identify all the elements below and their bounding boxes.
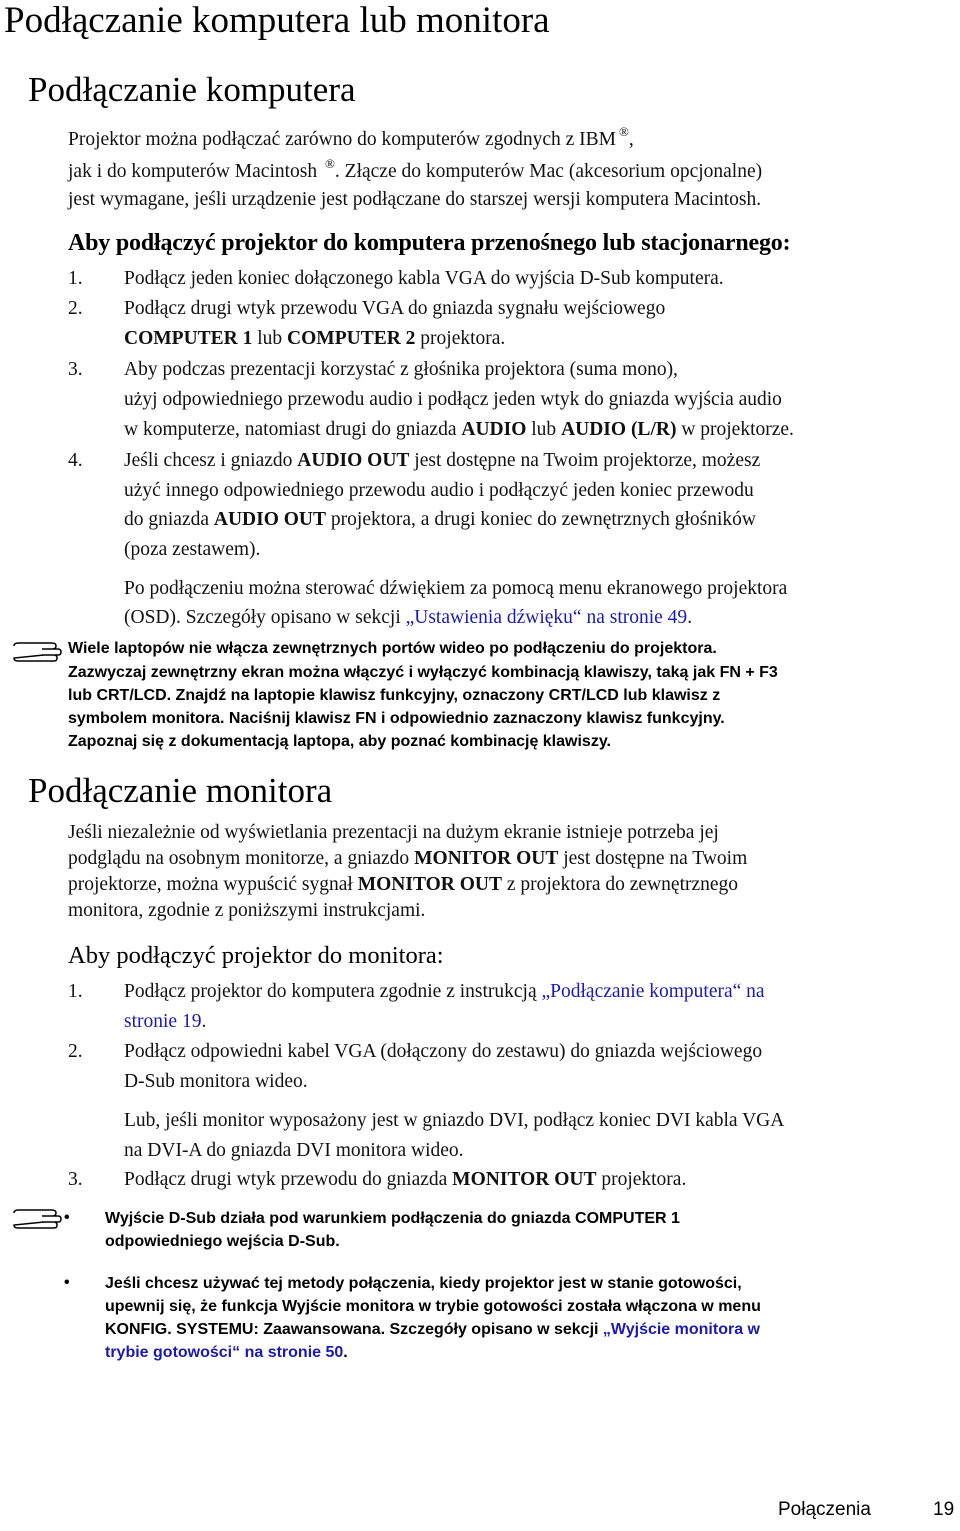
note-hand-icon — [12, 640, 62, 669]
link-monitor-standby[interactable]: „Wyjście monitora w — [602, 1321, 760, 1338]
step-2-line-1: Podłącz drugi wtyk przewodu VGA do gniazda sygnału wejściowego — [124, 298, 666, 319]
intro-line-1: Projektor można podłączać zarówno do komputerów zgodnych z IBM ®, — [68, 123, 634, 150]
monitor-note-2-line-3: KONFIG. SYSTEMU: Zaawansowana. Szczegóły opisano w sekcji „Wyjście monitora w — [105, 1321, 760, 1338]
link-page-19[interactable]: stronie 19 — [124, 1011, 202, 1032]
monitor-intro-line-3: projektorze, można wypuścić sygnał MONITOR OUT z projektora do zewnętrznego — [68, 874, 739, 895]
monitor-intro-line-1: Jeśli niezależnie od wyświetlania prezentacji na dużym ekranie istnieje potrzeba jej — [68, 822, 719, 843]
page-title: Podłączanie komputera lub monitora — [4, 0, 550, 41]
monitor-step-2-line-2: D-Sub monitora wideo. — [124, 1071, 308, 1092]
step-3-line-3: w komputerze, natomiast drugi do gniazda AUDIO lub AUDIO (L/R) w projektorze. — [124, 419, 794, 440]
note-line: Zazwyczaj zewnętrzny ekran można włączyć i wyłączyć kombinacją klawiszy, taką jak FN + F3 — [68, 664, 778, 681]
step-4-line-2: użyć innego odpowiedniego przewodu audio i podłączyć jeden koniec przewodu — [124, 480, 754, 501]
monitor-step-2-para-2-line-2: na DVI-A do gniazda DVI monitora wideo. — [124, 1140, 464, 1161]
subheading-computer: Aby podłączyć projektor do komputera przenośnego lub stacjonarnego: — [68, 230, 791, 256]
footer-section: Połączenia — [778, 1499, 871, 1520]
step-number: 4. — [68, 450, 83, 471]
note-line: Wiele laptopów nie włącza zewnętrznych portów wideo po podłączeniu do projektora. — [68, 640, 717, 657]
section-heading-monitor: Podłączanie monitora — [28, 771, 333, 810]
bullet: • — [64, 1209, 70, 1226]
monitor-note-2-line-1: Jeśli chcesz używać tej metody połączenia, kiedy projektor jest w stanie gotowości, — [105, 1275, 742, 1292]
monitor-step-2-line-1: Podłącz odpowiedni kabel VGA (dołączony do zestawu) do gniazda wejściowego — [124, 1041, 763, 1062]
monitor-note-2-line-4: trybie gotowości“ na stronie 50. — [105, 1344, 348, 1361]
monitor-note-2-line-2: upewnij się, że funkcja Wyjście monitora w trybie gotowości została włączona w menu — [105, 1298, 761, 1315]
step-4-line-4: (poza zestawem). — [124, 539, 261, 560]
registered-mark: ® — [619, 123, 629, 139]
section-heading-computer: Podłączanie komputera — [28, 70, 356, 109]
link-audio-settings[interactable]: „Ustawienia dźwięku“ na stronie 49 — [405, 607, 688, 628]
subheading-monitor: Aby podłączyć projektor do monitora: — [68, 942, 444, 969]
registered-mark: ® — [325, 155, 335, 171]
step-4-line-1: Jeśli chcesz i gniazdo AUDIO OUT jest dostępne na Twoim projektorze, możesz — [124, 450, 761, 471]
monitor-step-1-line-2: stronie 19. — [124, 1011, 207, 1032]
step-3-line-1: Aby podczas prezentacji korzystać z głośnika projektora (suma mono), — [124, 359, 678, 380]
step-1-text: Podłącz jeden koniec dołączonego kabla VGA do wyjścia D-Sub komputera. — [124, 268, 724, 289]
monitor-step-1-line-1: Podłącz projektor do komputera zgodnie z instrukcją „Podłączanie komputera“ na — [124, 981, 765, 1002]
note-line: Zapoznaj się z dokumentacją laptopa, aby poznać kombinację klawiszy. — [68, 733, 611, 750]
step-number: 2. — [68, 298, 83, 319]
step-number: 3. — [68, 359, 83, 380]
monitor-intro-line-2: podglądu na osobnym monitorze, a gniazdo MONITOR OUT jest dostępne na Twoim — [68, 848, 748, 869]
step-3-line-2: użyj odpowiedniego przewodu audio i podłącz jeden wtyk do gniazda wyjścia audio — [124, 389, 782, 410]
note-hand-icon — [12, 1207, 62, 1236]
step-number: 2. — [68, 1041, 83, 1062]
note-line: symbolem monitora. Naciśnij klawisz FN i odpowiednio zaznaczony klawisz funkcyjny. — [68, 710, 725, 727]
monitor-intro-line-4: monitora, zgodnie z poniższymi instrukcjami. — [68, 900, 426, 921]
link-connect-computer[interactable]: „Podłączanie komputera“ na — [541, 981, 765, 1002]
step-2-line-2: COMPUTER 1 lub COMPUTER 2 projektora. — [124, 328, 506, 349]
monitor-note-1-line-1: Wyjście D-Sub działa pod warunkiem podłączenia do gniazda COMPUTER 1 — [105, 1210, 680, 1227]
link-monitor-standby-cont[interactable]: trybie gotowości“ na stronie 50 — [105, 1344, 344, 1361]
intro-line-3: jest wymagane, jeśli urządzenie jest podłączane do starszej wersji komputera Macintosh. — [68, 189, 762, 210]
step-4-line-3: do gniazda AUDIO OUT projektora, a drugi koniec do zewnętrznych głośników — [124, 509, 756, 530]
monitor-note-1-line-2: odpowiedniego wejścia D-Sub. — [105, 1233, 340, 1250]
intro-line-2: jak i do komputerów Macintosh ®. Złącze do komputerów Mac (akcesorium opcjonalne) — [68, 155, 763, 182]
note-line: lub CRT/LCD. Znajdź na laptopie klawisz funkcyjny, oznaczony CRT/LCD lub klawisz z — [68, 687, 721, 704]
step-4-para-2-line-2: (OSD). Szczegóły opisano w sekcji „Ustawienia dźwięku“ na stronie 49. — [124, 607, 693, 628]
step-number: 1. — [68, 981, 83, 1002]
step-4-para-2-line-1: Po podłączeniu można sterować dźwiękiem za pomocą menu ekranowego projektora — [124, 578, 788, 599]
footer-page-number: 19 — [933, 1499, 955, 1520]
step-number: 3. — [68, 1169, 83, 1190]
bullet: • — [64, 1274, 70, 1291]
monitor-step-3-line-1: Podłącz drugi wtyk przewodu do gniazda MONITOR OUT projektora. — [124, 1169, 687, 1190]
step-number: 1. — [68, 268, 83, 289]
monitor-step-2-para-2-line-1: Lub, jeśli monitor wyposażony jest w gniazdo DVI, podłącz koniec DVI kabla VGA — [124, 1110, 785, 1131]
